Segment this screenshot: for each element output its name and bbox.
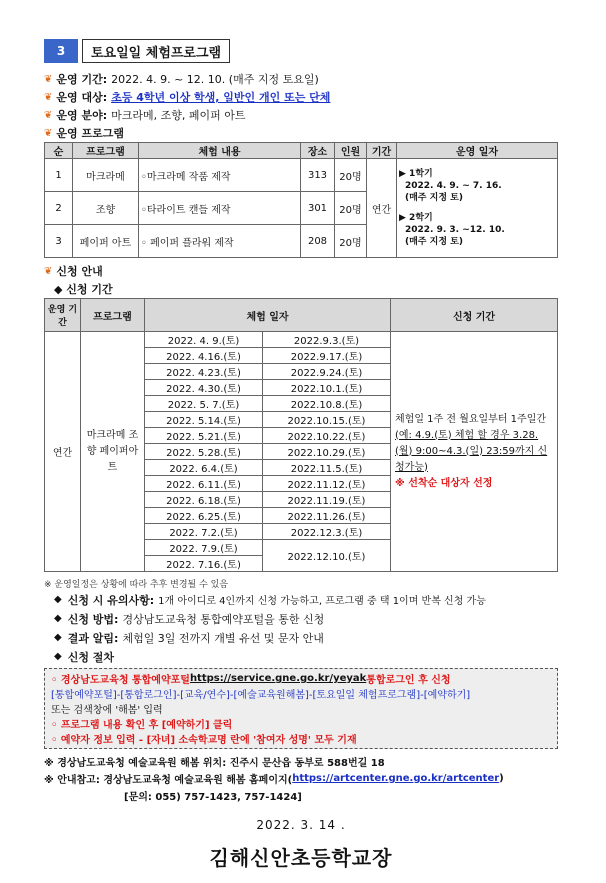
date-cell: 2022.11.26.(토) (263, 508, 391, 524)
date-cell: 2022.9.24.(토) (263, 364, 391, 380)
leaf-icon (44, 92, 52, 103)
info-target: ❦ 운영 대상: 초등 4학년 이상 학생, 일반인 개인 또는 단체 (44, 88, 558, 106)
date-cell: 2022.11.5.(토) (263, 460, 391, 476)
leaf-icon (44, 128, 52, 139)
portal-link[interactable]: https://service.gne.go.kr/yeyak (189, 673, 367, 684)
section-number: 3 (44, 39, 78, 63)
date-cell: 2022.10.29.(토) (263, 444, 391, 460)
date-cell: 2022.9.3.(토) (263, 332, 391, 348)
date-cell: 2022. 4.23.(토) (145, 364, 263, 380)
programs-cell: 마크라메 조향 페이퍼아트 (81, 332, 145, 572)
date-cell: 2022. 7.16.(토) (145, 556, 263, 572)
section-header (44, 38, 558, 64)
artcenter-link[interactable]: https://artcenter.gne.go.kr/artcenter (292, 773, 500, 784)
date-cell: 2022. 4.30.(토) (145, 380, 263, 396)
leaf-icon (44, 110, 52, 121)
period-cell: 연간 (367, 159, 397, 258)
document-date: 2022. 3. 14 . (256, 818, 346, 832)
date-cell: 2022.10.15.(토) (263, 412, 391, 428)
date-cell: 2022. 7.2.(토) (145, 524, 263, 540)
date-cell: 2022. 5. 7.(토) (145, 396, 263, 412)
schedule-note: ※ 운영일정은 상황에 따라 추후 변경될 수 있음 (44, 579, 229, 590)
schedule-cell: ▶ 1학기 2022. 4. 9. ~ 7. 16. (매주 지정 토) ▶ 2학기 2022. 9. 3. ~12. 10. (매주 지정 토) (397, 159, 558, 258)
date-cell: 2022.10.22.(토) (263, 428, 391, 444)
procedure-box: ◦ 경상남도교육청 통합예약포털 https://service.gne.go.kr/yeyak 통합로그인 후 신청 [통합예약포털]-[통합로그인]-[교육/연수]-[예술교육원해봄]-[토요일일 체험프로그램]-[예약하기] 또는 검색창에 '해봄' 입력 ◦ 프로그램 내용 확인 후 [예약하기] 클릭 ◦ 예약자 정보 입력 - [자녀] 소속학교명 란에 '참여자 성명' 모두 기재 (44, 668, 558, 749)
program-table: 순 프로그램 체험 내용 장소 인원 기간 운영 일자 1 마크라메 ◦마크라메 작품 제작 313 20명 연간 ▶ 1학기 2022. 4. 9. ~ 7. 16. (매주 지정 토) ▶ 2학기 2022. 9. 3. ~12. 10. (매주 지정 토) 2 조향 ◦타라이트 캔들 제작 301 20명 3 페이퍼 아트 ◦ 페이퍼 플라워 제작 208 20명 (44, 142, 558, 258)
section-title: 토요일일 체험프로그램 (82, 39, 230, 63)
schedule-table: 운영 기간 프로그램 체험 일자 신청 기간 연간 마크라메 조향 페이퍼아트 2022. 4. 9.(토) 2022.9.3.(토) 체험일 1주 전 월요일부터 1주일간 (예: 4.9.(토) 체험 할 경우 3.28.(월) 9:00~4.3.(일) 23:59까지 신청가능) ※ 선착순 대상자 선정 2022. 4.16.(토) 2022.9.17.(토) 2022. 4.23.(토) 2022.9.24.(토) 2022. 4.30.(토) 2022.10.1.(토) 2022. 5. 7.(토) 2022.10.8.(토) 2022. 5.14.(토) 2022.10.15.(토) 2022. 5.21.(토) 2022.10.22.(토) 2022. 5.28.(토) 2022.10.29.(토) 2022. 6.4.(토) 2022.11.5.(토) 2022. 6.11.(토) 2022.11.12.(토) 2022. 6.18.(토) 2022.11.19.(토) 2022. 6.25.(토) 2022.11.26.(토) 2022. 7.2.(토) 2022.12.3.(토) 2022. 7.9.(토) 2022.12.10.(토) 2022. 7.16.(토) (44, 298, 558, 572)
date-cell: 2022.9.17.(토) (263, 348, 391, 364)
date-cell: 2022. 5.21.(토) (145, 428, 263, 444)
date-cell: 2022. 6.18.(토) (145, 492, 263, 508)
info-list (44, 70, 558, 142)
date-cell: 2022.10.8.(토) (263, 396, 391, 412)
table-row: 1 마크라메 ◦마크라메 작품 제작 313 20명 연간 ▶ 1학기 2022. 4. 9. ~ 7. 16. (매주 지정 토) ▶ 2학기 2022. 9. 3. ~12. 10. (매주 지정 토) (45, 159, 558, 192)
date-cell: 2022. 4.16.(토) (145, 348, 263, 364)
info-field: ❦ 운영 분야: 마크라메, 조향, 페이퍼 아트 (44, 106, 558, 124)
date-cell: 2022.11.19.(토) (263, 492, 391, 508)
bullet-result: ◆ 결과 알림: 체험일 3일 전까지 개별 유선 및 문자 안내 (54, 631, 324, 645)
date-cell: 2022. 6.11.(토) (145, 476, 263, 492)
date-cell: 2022. 7.9.(토) (145, 540, 263, 556)
date-cell: 2022.10.1.(토) (263, 380, 391, 396)
apply-period-cell: 체험일 1주 전 월요일부터 1주일간 (예: 4.9.(토) 체험 할 경우 3.28.(월) 9:00~4.3.(일) 23:59까지 신청가능) ※ 선착순 대상자 선정 (391, 332, 558, 572)
date-cell: 2022. 6.25.(토) (145, 508, 263, 524)
info-period: ❦ 운영 기간: 2022. 4. 9. ~ 12. 10. (매주 지정 토요일) (44, 70, 558, 88)
document-page (44, 38, 558, 871)
date-cell: 2022.11.12.(토) (263, 476, 391, 492)
date-cell: 2022. 4. 9.(토) (145, 332, 263, 348)
table-row: 2 조향 ◦타라이트 캔들 제작 301 20명 (45, 192, 558, 225)
period-cell: 연간 (45, 332, 81, 572)
bullet-method: ◆ 신청 방법: 경상남도교육청 통합예약포털을 통한 신청 (54, 612, 325, 626)
leaf-icon (44, 74, 52, 85)
apply-sub: ◆ 신청 기간 (54, 283, 113, 296)
bullet-list (44, 590, 558, 666)
bullet-caution: ◆ 신청 시 유의사항: 1개 아이디로 4인까지 신청 가능하고, 프로그램 중 택 1이며 반복 신청 가능 (54, 593, 486, 607)
table-row: 3 페이퍼 아트 ◦ 페이퍼 플라워 제작 208 20명 (45, 225, 558, 258)
date-cell: 2022. 5.28.(토) (145, 444, 263, 460)
date-cell: 2022.12.10.(토) (263, 540, 391, 572)
date-cell: 2022. 6.4.(토) (145, 460, 263, 476)
date-cell: 2022.12.3.(토) (263, 524, 391, 540)
apply-title: ❦ 신청 안내 (44, 262, 558, 280)
date-cell: 2022. 5.14.(토) (145, 412, 263, 428)
school-signature: 김해신안초등학교장 (209, 846, 393, 870)
bullet-procedure: ◆ 신청 절차 (54, 650, 115, 664)
table-row (45, 332, 558, 348)
info-program: ❦ 운영 프로그램 (44, 124, 558, 142)
footer-info: ※ 경상남도교육청 예술교육원 해봄 위치: 진주시 문산읍 동부로 588번길 18 ※ 안내참고: 경상남도교육청 예술교육원 해봄 홈페이지( https://artcenter.gne.go.kr/artcenter ) [문의: 055) 757-1423, 757-1424] (44, 758, 504, 803)
leaf-icon (44, 266, 52, 277)
